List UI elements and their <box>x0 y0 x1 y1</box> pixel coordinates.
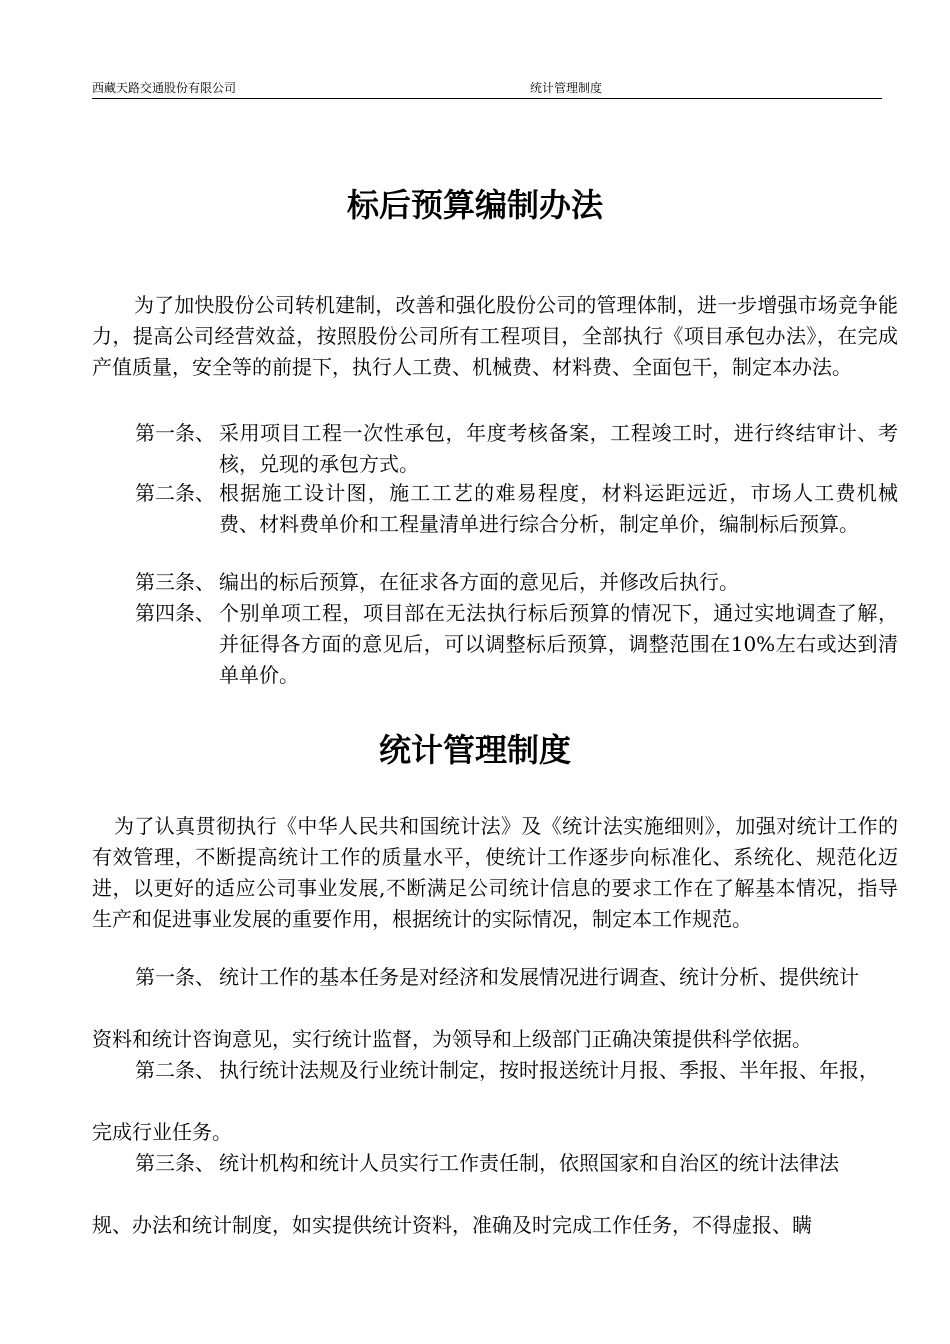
article-text: 个别单项工程，项目部在无法执行标后预算的情况下，通过实地调查了解，并征得各方面的意见后，可以调整标后预算，调整范围在10%左右或达到清单单价。 <box>219 601 898 687</box>
section1-article-2 <box>135 478 898 540</box>
section1-title: 标后预算编制办法 <box>346 186 603 224</box>
section1-article-1 <box>135 418 898 480</box>
article-number: 第一条、 <box>135 965 215 989</box>
article-number: 第二条、 <box>135 481 215 505</box>
header-company: 西藏天路交通股份有限公司 <box>92 81 237 95</box>
article-text: 采用项目工程一次性承包，年度考核备案，工程竣工时，进行终结审计、考核，兑现的承包方式。 <box>219 421 898 476</box>
section2-article-1 <box>135 962 898 993</box>
page-header <box>92 80 882 99</box>
section2-article-2-continuation: 完成行业任务。 <box>92 1120 232 1144</box>
article-text: 统计工作的基本任务是对经济和发展情况进行调查、统计分析、提供统计 <box>219 965 859 989</box>
section2-article-2 <box>135 1055 898 1086</box>
section1-intro: 为了加快股份公司转机建制，改善和强化股份公司的管理体制，进一步增强市场竞争能力，提高公司经营效益，按照股份公司所有工程项目，全部执行《项目承包办法》，在完成产值质量，安全等的前提下，执行人工费、机械费、材料费、全面包干，制定本办法。 <box>92 293 898 379</box>
article-text: 根据施工设计图，施工工艺的难易程度，材料运距远近，市场人工费机械费、材料费单价和工程量清单进行综合分析，制定单价，编制标后预算。 <box>219 481 898 536</box>
section2-intro: 为了认真贯彻执行《中华人民共和国统计法》及《统计法实施细则》，加强对统计工作的有效管理，不断提高统计工作的质量水平，使统计工作逐步向标准化、系统化、规范化迈进，以更好的适应公司事业发展,不断满足公司统计信息的要求工作在了解基本情况，指导生产和促进事业发展的重要作用，根据统计的实际情况，制定本工作规范。 <box>92 814 898 931</box>
section2-article-3-continuation: 规、办法和统计制度，如实提供统计资料，准确及时完成工作任务，不得虚报、瞒 <box>92 1213 812 1237</box>
article-number: 第四条、 <box>135 601 215 625</box>
article-text: 统计机构和统计人员实行工作责任制，依照国家和自治区的统计法律法 <box>219 1151 839 1175</box>
article-number: 第三条、 <box>135 1151 215 1175</box>
article-number: 第二条、 <box>135 1058 215 1082</box>
article-number: 第一条、 <box>135 421 215 445</box>
article-number: 第三条、 <box>135 570 215 594</box>
section1-article-4 <box>135 598 898 691</box>
section2-title: 统计管理制度 <box>378 731 571 769</box>
section2-article-3 <box>135 1148 898 1179</box>
article-text: 编出的标后预算，在征求各方面的意见后，并修改后执行。 <box>219 570 739 594</box>
section2-article-1-continuation: 资料和统计咨询意见，实行统计监督，为领导和上级部门正确决策提供科学依据。 <box>92 1027 812 1051</box>
article-text: 执行统计法规及行业统计制定，按时报送统计月报、季报、半年报、年报， <box>219 1058 879 1082</box>
section1-article-3 <box>135 567 898 598</box>
header-section-title: 统计管理制度 <box>530 81 603 95</box>
